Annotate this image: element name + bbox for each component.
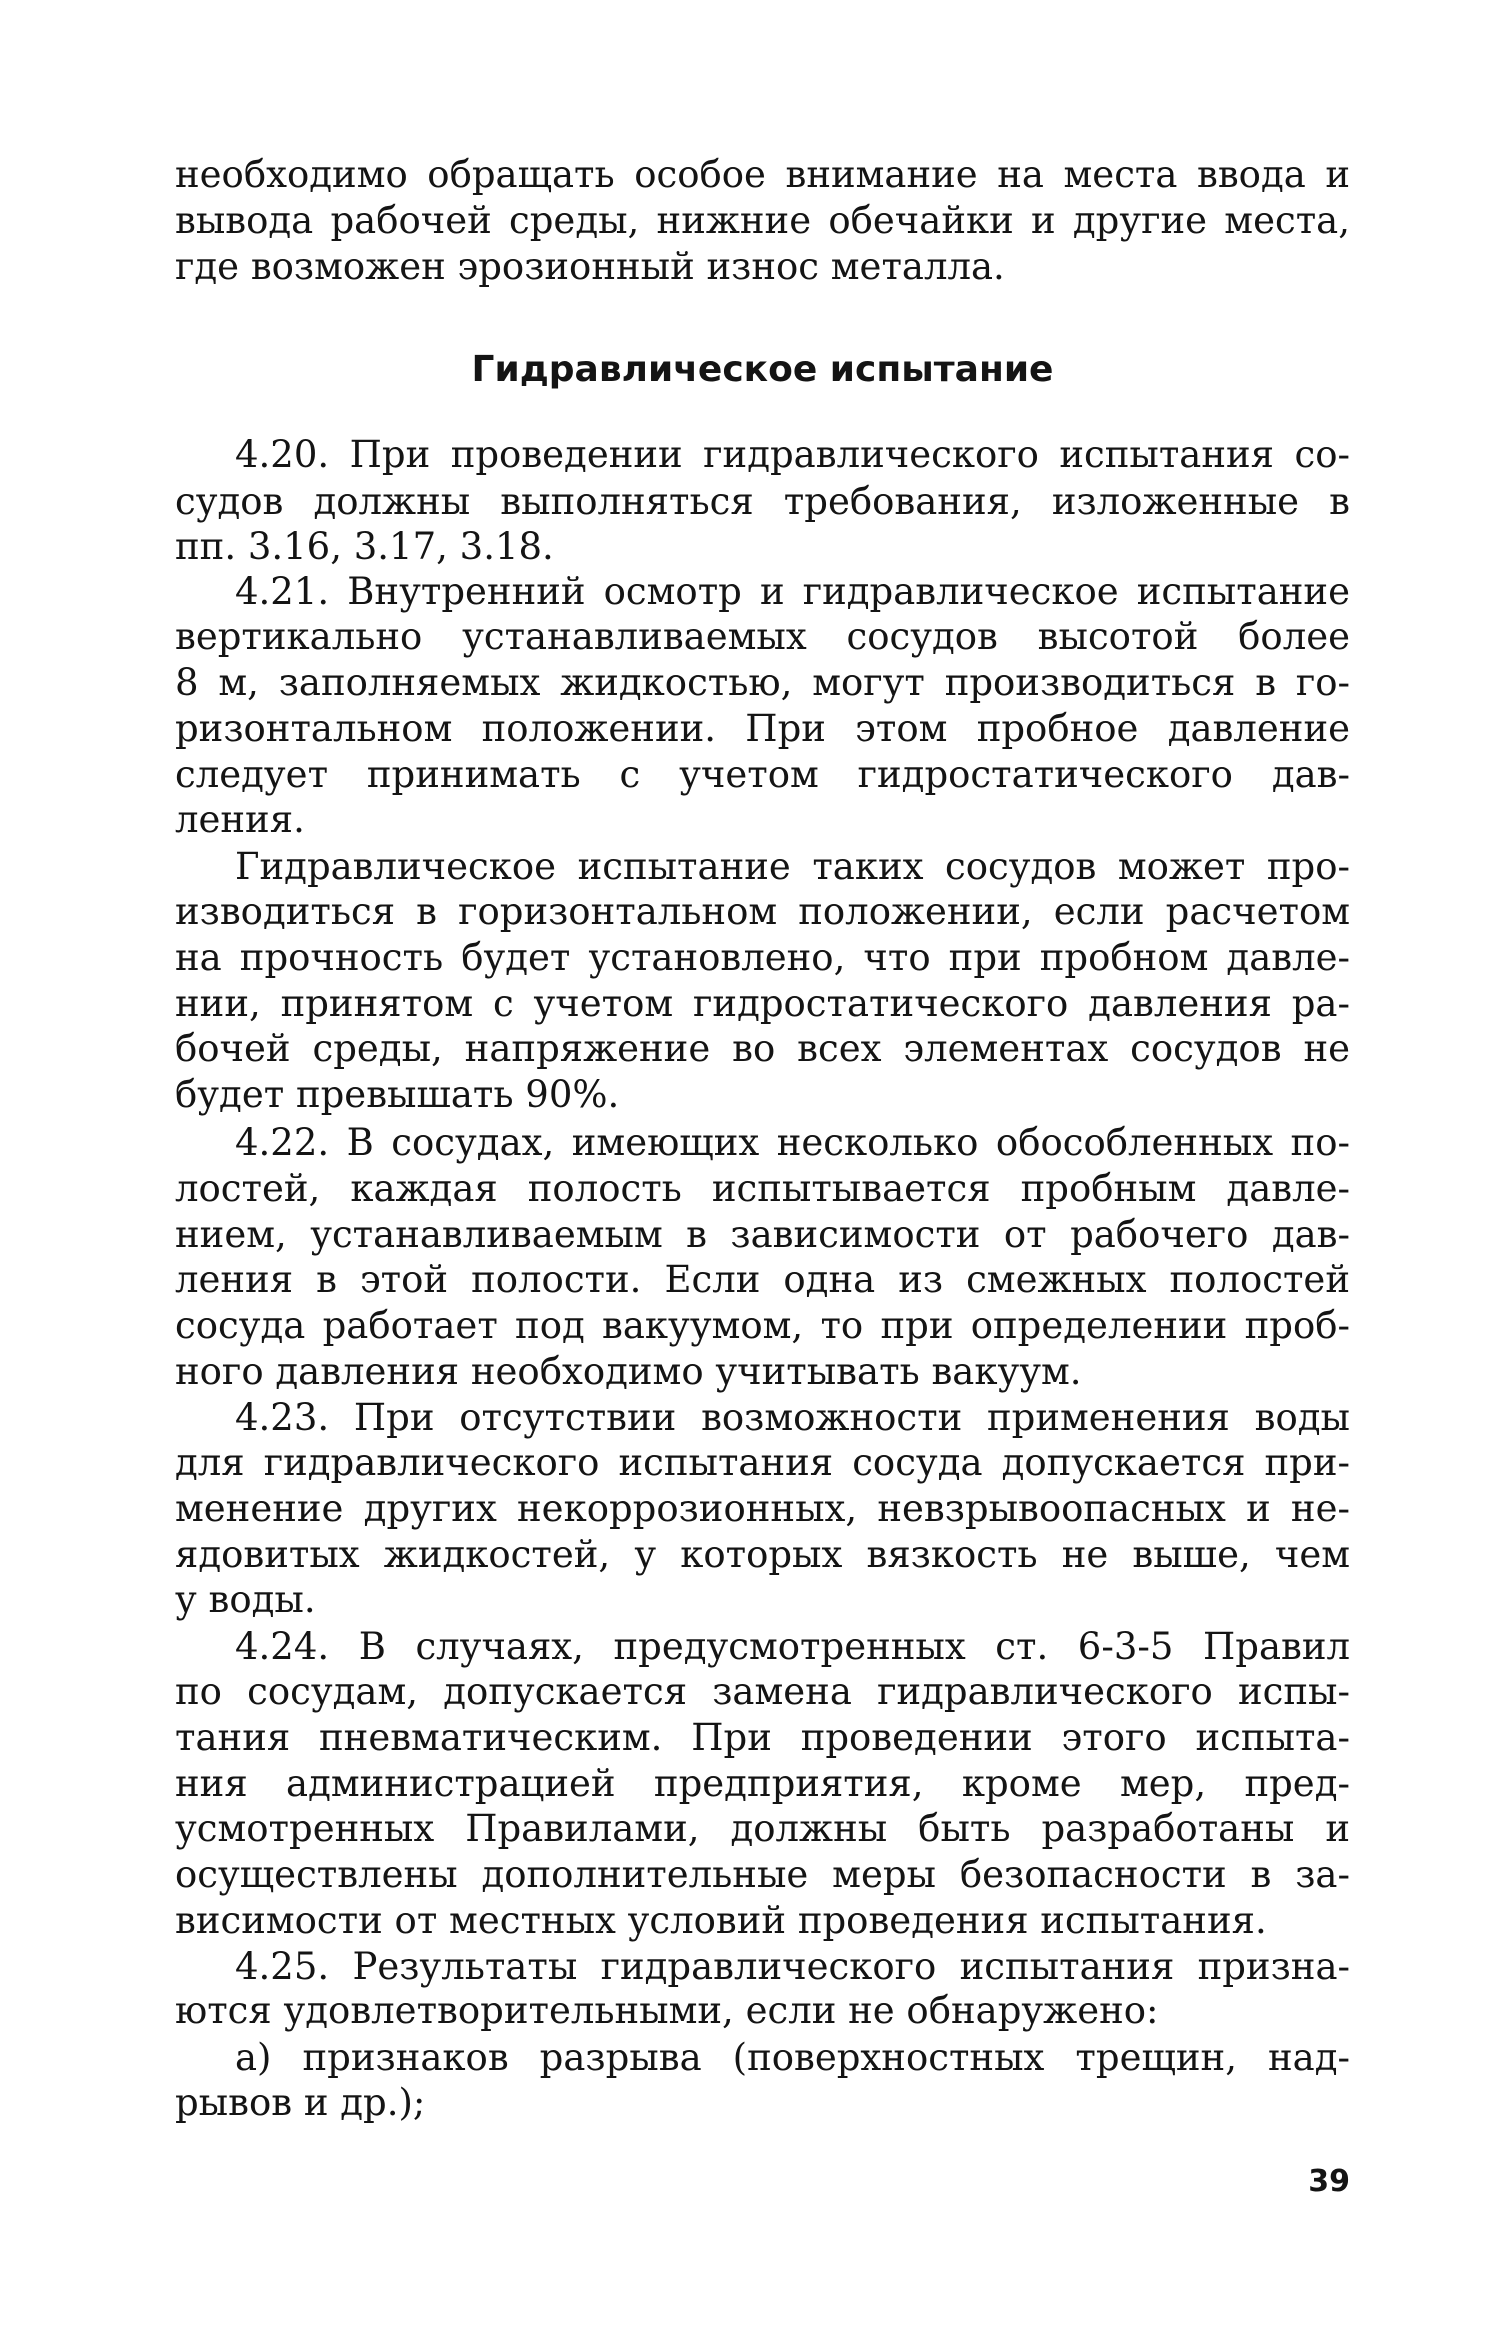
text-line: на прочность будет установлено, что при пробном давле- xyxy=(175,936,1350,979)
text-line: ния администрацией предприятия, кроме мер, пред- xyxy=(175,1762,1350,1805)
text-line: ются удовлетворительными, если не обнаружено: xyxy=(175,1989,1159,2032)
text-line: бочей среды, напряжение во всех элементах сосудов не xyxy=(175,1027,1350,1070)
text-line: пп. 3.16, 3.17, 3.18. xyxy=(175,525,554,568)
text-line: менение других некоррозионных, невзрывоопасных и не- xyxy=(175,1487,1350,1530)
text-line: ризонтальном положении. При этом пробное давление xyxy=(175,707,1350,750)
text-line: для гидравлического испытания сосуда допускается при- xyxy=(175,1441,1350,1484)
text-line: у воды. xyxy=(175,1578,316,1621)
text-line: изводиться в горизонтальном положении, если расчетом xyxy=(175,890,1350,933)
text-line: вывода рабочей среды, нижние обечайки и другие места, xyxy=(175,199,1350,242)
page-number: 39 xyxy=(1308,2164,1350,2199)
text-line: следует принимать с учетом гидростатического дав- xyxy=(175,753,1350,796)
text-line: по сосудам, допускается замена гидравлического испы- xyxy=(175,1670,1350,1713)
text-line: 4.21. Внутренний осмотр и гидравлическое испытание xyxy=(235,570,1350,613)
text-line: а) признаков разрыва (поверхностных трещин, над- xyxy=(235,2036,1350,2079)
text-line: 4.20. При проведении гидравлического испытания со- xyxy=(235,433,1350,476)
text-line: нии, принятом с учетом гидростатического давления ра- xyxy=(175,982,1350,1025)
text-line: сосуда работает под вакуумом, то при определении проб- xyxy=(175,1304,1350,1347)
text-line: висимости от местных условий проведения испытания. xyxy=(175,1899,1267,1942)
text-line: судов должны выполняться требования, изложенные в xyxy=(175,480,1350,523)
text-line: 4.23. При отсутствии возможности применения воды xyxy=(235,1396,1350,1439)
text-line: ления в этой полости. Если одна из смежных полостей xyxy=(175,1258,1350,1301)
text-line: 4.24. В случаях, предусмотренных ст. 6-3-5 Правил xyxy=(235,1625,1350,1668)
text-line: тания пневматическим. При проведении этого испыта- xyxy=(175,1716,1350,1759)
text-line: рывов и др.); xyxy=(175,2081,426,2124)
text-line: 4.22. В сосудах, имеющих несколько обособленных по- xyxy=(235,1121,1350,1164)
text-line: необходимо обращать особое внимание на места ввода и xyxy=(175,153,1350,196)
text-line: 4.25. Результаты гидравлического испытания призна- xyxy=(235,1945,1350,1988)
text-line: 8 м, заполняемых жидкостью, могут производиться в го- xyxy=(175,661,1350,704)
text-line: усмотренных Правилами, должны быть разработаны и xyxy=(175,1807,1350,1850)
text-line: Гидравлическое испытание таких сосудов может про- xyxy=(235,845,1350,888)
text-line: ядовитых жидкостей, у которых вязкость не выше, чем xyxy=(175,1533,1350,1576)
text-line: ления. xyxy=(175,798,305,841)
text-line: лостей, каждая полость испытывается пробным давле- xyxy=(175,1167,1350,1210)
text-line: где возможен эрозионный износ металла. xyxy=(175,245,1005,288)
text-line: нием, устанавливаемым в зависимости от рабочего дав- xyxy=(175,1213,1350,1256)
text-line: вертикально устанавливаемых сосудов высотой более xyxy=(175,615,1350,658)
text-line: осуществлены дополнительные меры безопасности в за- xyxy=(175,1853,1350,1896)
text-line: ного давления необходимо учитывать вакуум. xyxy=(175,1350,1082,1393)
text-line: будет превышать 90%. xyxy=(175,1073,620,1116)
section-heading: Гидравлическое испытание xyxy=(471,349,1054,390)
